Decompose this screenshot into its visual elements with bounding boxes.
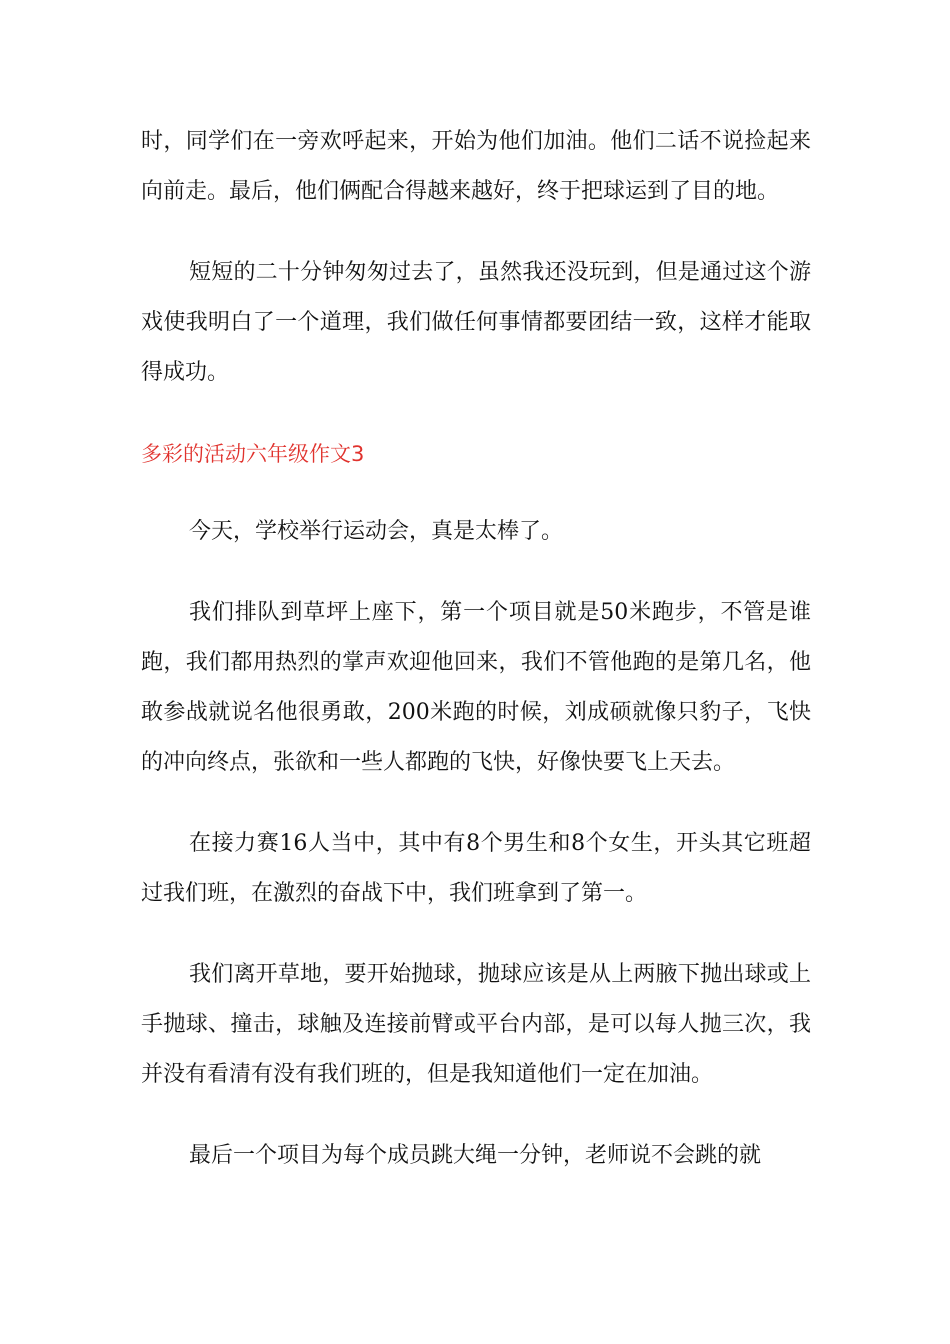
paragraph-ball-throw: 我们离开草地，要开始抛球，抛球应该是从上两腋下抛出球或上手抛球、撞击，球触及连接前臂或平台内部，是可以每人抛三次，我并没有看清有没有我们班的，但是我知道他们一定在加油。: [141, 962, 811, 1087]
paragraph-conclusion: 短短的二十分钟匆匆过去了，虽然我还没玩到，但是通过这个游戏使我明白了一个道理，我们做任何事情都要团结一致，这样才能取得成功。: [141, 260, 811, 385]
paragraph-intro: 今天，学校举行运动会，真是太棒了。: [189, 519, 564, 544]
paragraph-continuation: 时，同学们在一旁欢呼起来，开始为他们加油。他们二话不说捡起来向前走。最后，他们俩配合得越来越好，终于把球运到了目的地。: [141, 129, 811, 204]
paragraph-relay: 在接力赛16人当中，其中有8个男生和8个女生，开头其它班超过我们班，在激烈的奋战下中，我们班拿到了第一。: [141, 831, 811, 906]
paragraph-jump-rope: 最后一个项目为每个成员跳大绳一分钟，老师说不会跳的就: [189, 1143, 762, 1168]
section-heading: 多彩的活动六年级作文3: [141, 442, 365, 466]
paragraph-race: 我们排队到草坪上座下，第一个项目就是50米跑步，不管是谁跑，我们都用热烈的掌声欢迎他回来，我们不管他跑的是第几名，他敢参战就说名他很勇敢，200米跑的时候，刘成硕就像只豹子，飞快的冲向终点，张欲和一些人都跑的飞快，好像快要飞上天去。: [141, 600, 811, 775]
document-page: [141, 117, 811, 1212]
